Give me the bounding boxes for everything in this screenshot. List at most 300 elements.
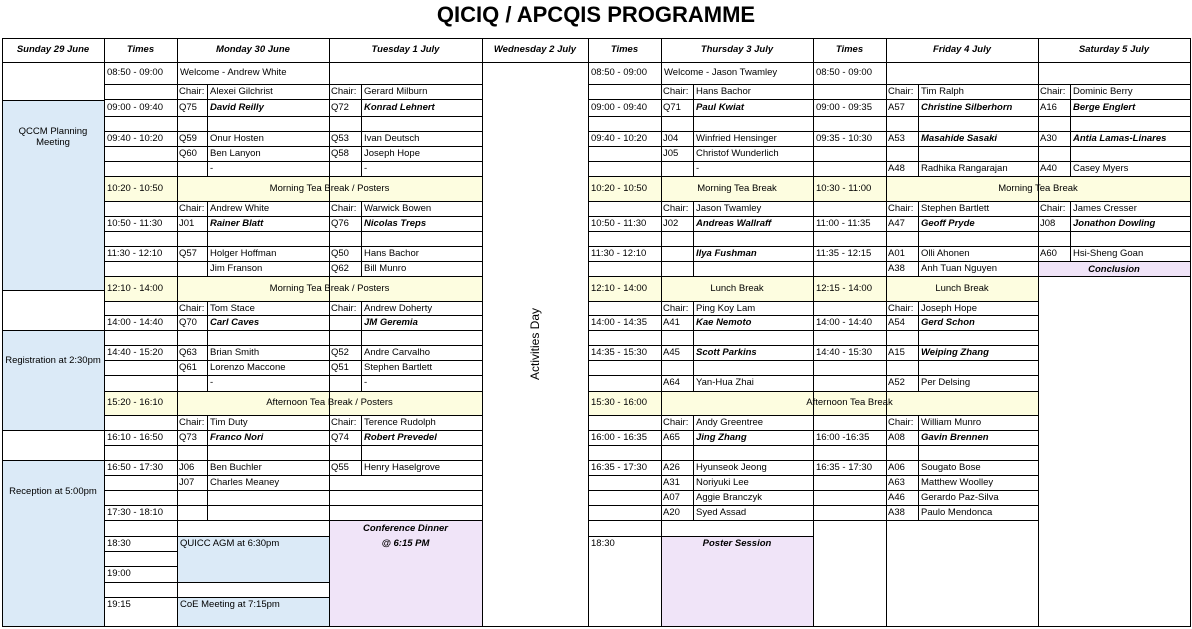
speaker-name: Jim Franson	[210, 263, 263, 274]
grid-line	[886, 360, 1038, 361]
grid-line	[886, 146, 1038, 147]
grid-line	[2, 626, 1190, 627]
break-label: Morning Tea Break	[697, 183, 777, 194]
talk-code: J02	[663, 218, 679, 229]
grid-line	[886, 520, 1038, 521]
speaker-name: Hsi-Sheng Goan	[1073, 248, 1144, 259]
talk-code: Q74	[331, 432, 349, 443]
talk-code: A47	[888, 218, 905, 229]
grid-line	[329, 475, 482, 476]
time-slot: 16:35 - 17:30	[816, 462, 872, 473]
talk-code: Q51	[331, 362, 349, 373]
speaker-name: Geoff Pryde	[921, 218, 975, 229]
chair-name: Alexei Gilchrist	[210, 86, 273, 97]
grid-line	[588, 161, 661, 162]
column-header: Tuesday 1 July	[371, 44, 440, 55]
grid-line	[813, 38, 814, 627]
speaker-name: Brian Smith	[210, 347, 260, 358]
talk-code: Q50	[331, 248, 349, 259]
talk-code: A38	[888, 263, 905, 274]
chair-label: Chair:	[331, 303, 357, 314]
time-slot: 12:10 - 14:00	[591, 283, 647, 294]
speaker-name: Sougato Bose	[921, 462, 981, 473]
grid-line	[588, 505, 661, 506]
grid-line	[588, 490, 661, 491]
grid-line	[588, 146, 661, 147]
speaker-name: Ivan Deutsch	[364, 133, 420, 144]
grid-line	[329, 445, 482, 446]
chair-label: Chair:	[888, 203, 914, 214]
grid-line	[588, 330, 661, 331]
talk-code: A60	[1040, 248, 1057, 259]
time-slot: 09:40 - 10:20	[107, 133, 163, 144]
break-label: Afternoon Tea Break / Posters	[266, 397, 393, 408]
speaker-name: Christine Silberhorn	[921, 102, 1013, 113]
chair-name: Terence Rudolph	[364, 417, 436, 428]
talk-code: Q57	[179, 248, 197, 259]
speaker-name: Franco Nori	[210, 432, 264, 443]
grid-line	[661, 445, 813, 446]
time-slot: 09:35 - 10:30	[816, 133, 872, 144]
talk-code: A65	[663, 432, 680, 443]
time-slot: 14:00 - 14:40	[816, 317, 872, 328]
grid-line	[329, 116, 482, 117]
grid-line	[329, 490, 482, 491]
time-slot: 11:30 - 12:10	[107, 248, 163, 259]
grid-line	[813, 161, 886, 162]
grid-line	[2, 290, 104, 291]
chair-name: Gerard Milburn	[364, 86, 428, 97]
grid-line	[2, 330, 104, 331]
grid-line	[104, 360, 177, 361]
time-slot: 09:00 - 09:40	[107, 102, 163, 113]
time-slot: 17:30 - 18:10	[107, 507, 163, 518]
grid-line	[813, 391, 886, 392]
grid-line	[104, 520, 177, 521]
chair-label: Chair:	[888, 303, 914, 314]
poster-session: Poster Session	[702, 538, 772, 549]
time-slot: 10:50 - 11:30	[107, 218, 163, 229]
grid-line	[588, 445, 661, 446]
speaker-name: Carl Caves	[210, 317, 260, 328]
grid-line	[813, 445, 886, 446]
wednesday-activity: Activities Day	[528, 307, 542, 381]
time-slot: 09:00 - 09:35	[816, 102, 872, 113]
speaker-name: Nicolas Treps	[364, 218, 427, 229]
column-header: Friday 4 July	[932, 44, 992, 55]
time-slot: 08:50 - 09:00	[107, 67, 163, 78]
chair-name: Ping Koy Lam	[696, 303, 756, 314]
conclusion-label: Conclusion	[1088, 264, 1140, 275]
speaker-name: Ilya Fushman	[696, 248, 757, 259]
time-slot: 14:00 - 14:40	[107, 317, 163, 328]
grid-line	[588, 520, 661, 521]
talk-code: A16	[1040, 102, 1057, 113]
chair-name: Tim Duty	[210, 417, 248, 428]
chair-label: Chair:	[888, 417, 914, 428]
speaker-name: JM Geremia	[364, 317, 418, 328]
chair-label: Chair:	[663, 86, 689, 97]
column-header: Times	[610, 44, 639, 55]
talk-code: Q70	[179, 317, 197, 328]
time-slot: 16:50 - 17:30	[107, 462, 163, 473]
talk-code: Q73	[179, 432, 197, 443]
time-slot: 18:30	[107, 538, 131, 549]
chair-label: Chair:	[663, 203, 689, 214]
grid-line	[177, 505, 329, 506]
time-slot: 11:35 - 12:15	[816, 248, 872, 259]
column-header: Monday 30 June	[216, 44, 290, 55]
speaker-name: Joseph Hope	[364, 148, 420, 159]
grid-line	[104, 301, 177, 302]
speaker-name: Scott Parkins	[696, 347, 757, 358]
talk-code: Q60	[179, 148, 197, 159]
talk-code: Q75	[179, 102, 197, 113]
grid-line	[177, 445, 329, 446]
talk-code: Q59	[179, 133, 197, 144]
speaker-name: Gerd Schon	[921, 317, 975, 328]
speaker-name: Weiping Zhang	[921, 347, 989, 358]
chair-name: William Munro	[921, 417, 982, 428]
grid-line	[104, 231, 177, 232]
column-header: Wednesday 2 July	[493, 44, 577, 55]
speaker-name: Charles Meaney	[210, 477, 280, 488]
grid-line	[2, 38, 1190, 39]
grid-line	[886, 330, 1038, 331]
grid-line	[886, 231, 1038, 232]
grid-line	[886, 38, 887, 627]
talk-code: A38	[888, 507, 905, 518]
talk-code: A26	[663, 462, 680, 473]
speaker-name: Ben Buchler	[210, 462, 262, 473]
chair-label: Chair:	[179, 203, 205, 214]
talk-code: Q53	[331, 133, 349, 144]
talk-code: A31	[663, 477, 680, 488]
talk-code: Q61	[179, 362, 197, 373]
grid-line	[2, 460, 104, 461]
chair-name: Andrew White	[210, 203, 270, 214]
grid-line	[104, 261, 177, 262]
grid-line	[2, 100, 104, 101]
talk-code: Q58	[331, 148, 349, 159]
time-slot: 10:20 - 10:50	[591, 183, 647, 194]
grid-line	[104, 475, 177, 476]
grid-line	[813, 261, 886, 262]
chair-name: Warwick Bowen	[364, 203, 432, 214]
grid-line	[588, 375, 661, 376]
speaker-name: Lorenzo Maccone	[210, 362, 286, 373]
speaker-name: Gavin Brennen	[921, 432, 989, 443]
grid-line	[104, 551, 177, 552]
grid-line	[1038, 38, 1039, 627]
column-header: Sunday 29 June	[16, 44, 90, 55]
talk-code: A52	[888, 377, 905, 388]
break-label: Morning Tea Break / Posters	[269, 183, 390, 194]
chair-name: Joseph Hope	[921, 303, 977, 314]
speaker-name: Bill Munro	[364, 263, 407, 274]
grid-line	[104, 490, 177, 491]
column-header: Times	[835, 44, 864, 55]
speaker-name: -	[210, 377, 214, 388]
grid-line	[813, 520, 886, 521]
grid-line	[104, 445, 177, 446]
talk-code: J08	[1040, 218, 1056, 229]
grid-line	[813, 201, 886, 202]
talk-code: A40	[1040, 163, 1057, 174]
grid-line	[2, 430, 104, 431]
speaker-name: Yan-Hua Zhai	[696, 377, 754, 388]
grid-line	[329, 505, 482, 506]
grid-line	[104, 161, 177, 162]
talk-code: A53	[888, 133, 905, 144]
speaker-name: Paul Kwiat	[696, 102, 745, 113]
grid-line	[177, 330, 329, 331]
time-slot: 08:50 - 09:00	[591, 67, 647, 78]
talk-code: A15	[888, 347, 905, 358]
speaker-name: Christof Wunderlich	[696, 148, 779, 159]
grid-line	[482, 38, 483, 627]
talk-code: A41	[663, 317, 680, 328]
grid-line	[661, 360, 813, 361]
grid-line	[177, 116, 329, 117]
dinner-time: @ 6:15 PM	[381, 538, 430, 549]
chair-label: Chair:	[663, 303, 689, 314]
grid-line	[588, 360, 661, 361]
time-slot: 11:00 - 11:35	[816, 218, 871, 229]
speaker-name: Stephen Bartlett	[364, 362, 433, 373]
talk-code: A07	[663, 492, 680, 503]
talk-code: J01	[179, 218, 195, 229]
speaker-name: Andre Carvalho	[364, 347, 431, 358]
talk-code: A30	[1040, 133, 1057, 144]
grid-line	[329, 231, 482, 232]
column-header: Thursday 3 July	[700, 44, 774, 55]
grid-line	[813, 84, 886, 85]
chair-label: Chair:	[1040, 86, 1066, 97]
talk-code: Q63	[179, 347, 197, 358]
grid-line	[588, 415, 661, 416]
chair-name: Tom Stace	[210, 303, 255, 314]
talk-code: Q52	[331, 347, 349, 358]
time-slot: 16:10 - 16:50	[107, 432, 163, 443]
grid-line	[661, 116, 813, 117]
grid-line	[588, 231, 661, 232]
talk-code: J06	[179, 462, 195, 473]
speaker-name: Jing Zhang	[696, 432, 747, 443]
column-header: Times	[126, 44, 155, 55]
speaker-name: Winfried Hensinger	[696, 133, 777, 144]
grid-line	[813, 490, 886, 491]
chair-name: Tim Ralph	[921, 86, 964, 97]
grid-line	[813, 475, 886, 476]
grid-line	[588, 116, 661, 117]
break-label: Afternoon Tea Break	[806, 397, 893, 408]
speaker-name: -	[210, 163, 214, 174]
grid-line	[104, 330, 177, 331]
time-slot: 12:15 - 14:00	[816, 283, 872, 294]
speaker-name: David Reilly	[210, 102, 264, 113]
chair-name: Stephen Bartlett	[921, 203, 990, 214]
grid-line	[588, 201, 661, 202]
column-header: Saturday 5 July	[1078, 44, 1150, 55]
talk-code: A46	[888, 492, 905, 503]
grid-line	[588, 84, 661, 85]
break-label: Lunch Break	[710, 283, 764, 294]
time-slot: 12:10 - 14:00	[107, 283, 163, 294]
talk-code: Q55	[331, 462, 349, 473]
grid-line	[588, 261, 661, 262]
chair-label: Chair:	[179, 303, 205, 314]
grid-line	[813, 375, 886, 376]
chair-name: James Cresser	[1073, 203, 1137, 214]
time-slot: 10:50 - 11:30	[591, 218, 647, 229]
talk-code: A45	[663, 347, 680, 358]
time-slot: 15:30 - 16:00	[591, 397, 647, 408]
time-slot: 14:35 - 15:30	[591, 347, 647, 358]
time-slot: 16:00 -16:35	[816, 432, 870, 443]
time-slot: 10:30 - 11:00	[816, 183, 872, 194]
grid-line	[1038, 146, 1190, 147]
grid-line	[104, 375, 177, 376]
talk-code: J05	[663, 148, 679, 159]
chair-name: Jason Twamley	[696, 203, 762, 214]
chair-name: Andrew Doherty	[364, 303, 433, 314]
grid-line	[813, 116, 886, 117]
speaker-name: Kae Nemoto	[696, 317, 752, 328]
grid-line	[104, 146, 177, 147]
sunday-event: Registration at 2:30pm	[5, 355, 101, 366]
speaker-name: Berge Englert	[1073, 102, 1136, 113]
time-slot: 15:20 - 16:10	[107, 397, 163, 408]
chair-label: Chair:	[888, 86, 914, 97]
grid-line	[104, 116, 177, 117]
chair-label: Chair:	[331, 417, 357, 428]
speaker-name: Casey Myers	[1073, 163, 1129, 174]
speaker-name: -	[364, 163, 368, 174]
coe-text: CoE Meeting at 7:15pm	[180, 599, 280, 610]
grid-line	[886, 116, 1038, 117]
break-label: Morning Tea Break / Posters	[269, 283, 390, 294]
speaker-name: Paulo Mendonca	[921, 507, 993, 518]
talk-code: A06	[888, 462, 905, 473]
talk-code: Q72	[331, 102, 349, 113]
talk-code: A63	[888, 477, 905, 488]
grid-line	[588, 301, 661, 302]
chair-name: Dominic Berry	[1073, 86, 1133, 97]
speaker-name: Rainer Blatt	[210, 218, 264, 229]
sunday-event: Reception at 5:00pm	[9, 486, 97, 497]
time-slot: 09:00 - 09:40	[591, 102, 647, 113]
chair-label: Chair:	[179, 86, 205, 97]
agm-text: QUICC AGM at 6:30pm	[180, 538, 280, 549]
welcome-text: Welcome - Jason Twamley	[664, 67, 778, 78]
chair-label: Chair:	[663, 417, 689, 428]
grid-line	[813, 330, 886, 331]
grid-line	[104, 415, 177, 416]
time-slot: 11:30 - 12:10	[591, 248, 647, 259]
time-slot: 10:20 - 10:50	[107, 183, 163, 194]
speaker-name: Noriyuki Lee	[696, 477, 749, 488]
grid-line	[661, 520, 813, 521]
grid-line	[104, 201, 177, 202]
grid-line	[661, 330, 813, 331]
grid-line	[588, 475, 661, 476]
grid-line	[813, 301, 886, 302]
grid-line	[1038, 116, 1190, 117]
chair-label: Chair:	[331, 203, 357, 214]
sunday-block	[2, 330, 104, 430]
grid-line	[1038, 231, 1190, 232]
dinner-text: Conference Dinner	[363, 523, 448, 534]
speaker-name: Antia Lamas-Linares	[1073, 133, 1167, 144]
speaker-name: Olli Ahonen	[921, 248, 970, 259]
grid-line	[813, 505, 886, 506]
break-label: Lunch Break	[935, 283, 989, 294]
talk-code: J07	[179, 477, 195, 488]
speaker-name: -	[696, 163, 700, 174]
talk-code: A20	[663, 507, 680, 518]
grid-line	[886, 445, 1038, 446]
grid-line	[813, 231, 886, 232]
time-slot: 19:15	[107, 599, 131, 610]
chair-name: Hans Bachor	[696, 86, 751, 97]
talk-code: A64	[663, 377, 680, 388]
time-slot: 16:35 - 17:30	[591, 462, 647, 473]
grid-line	[813, 415, 886, 416]
speaker-name: Radhika Rangarajan	[921, 163, 1008, 174]
talk-code: J04	[663, 133, 679, 144]
speaker-name: Onur Hosten	[210, 133, 264, 144]
grid-line	[104, 582, 177, 583]
talk-code: Q62	[331, 263, 349, 274]
speaker-name: Hans Bachor	[364, 248, 419, 259]
chair-label: Chair:	[1040, 203, 1066, 214]
grid-line	[329, 330, 482, 331]
grid-line	[661, 261, 813, 262]
talk-code: A54	[888, 317, 905, 328]
talk-code: A08	[888, 432, 905, 443]
talk-code: Q76	[331, 218, 349, 229]
grid-line	[177, 231, 329, 232]
time-slot: 19:00	[107, 568, 131, 579]
grid-line	[177, 582, 329, 583]
grid-line	[813, 360, 886, 361]
speaker-name: Holger Hoffman	[210, 248, 277, 259]
speaker-name: Masahide Sasaki	[921, 133, 998, 144]
grid-line	[1190, 38, 1191, 627]
sunday-event: QCCM Planning Meeting	[18, 126, 88, 148]
speaker-name: Syed Assad	[696, 507, 747, 518]
page-title: QICIQ / APCQIS PROGRAMME	[436, 2, 756, 27]
time-slot: 09:40 - 10:20	[591, 133, 647, 144]
grid-line	[177, 520, 329, 521]
time-slot: 14:40 - 15:20	[107, 347, 163, 358]
time-slot: 14:40 - 15:30	[816, 347, 872, 358]
speaker-name: Jonathon Dowling	[1073, 218, 1156, 229]
speaker-name: Konrad Lehnert	[364, 102, 435, 113]
chair-label: Chair:	[331, 86, 357, 97]
speaker-name: Matthew Woolley	[921, 477, 994, 488]
grid-line	[104, 84, 177, 85]
grid-line	[661, 231, 813, 232]
speaker-name: Gerardo Paz-Silva	[921, 492, 999, 503]
time-slot: 16:00 - 16:35	[591, 432, 647, 443]
welcome-text: Welcome - Andrew White	[180, 67, 287, 78]
time-slot: 14:00 - 14:35	[591, 317, 647, 328]
speaker-name: Robert Prevedel	[364, 432, 437, 443]
talk-code: Q71	[663, 102, 681, 113]
speaker-name: Ben Lanyon	[210, 148, 261, 159]
